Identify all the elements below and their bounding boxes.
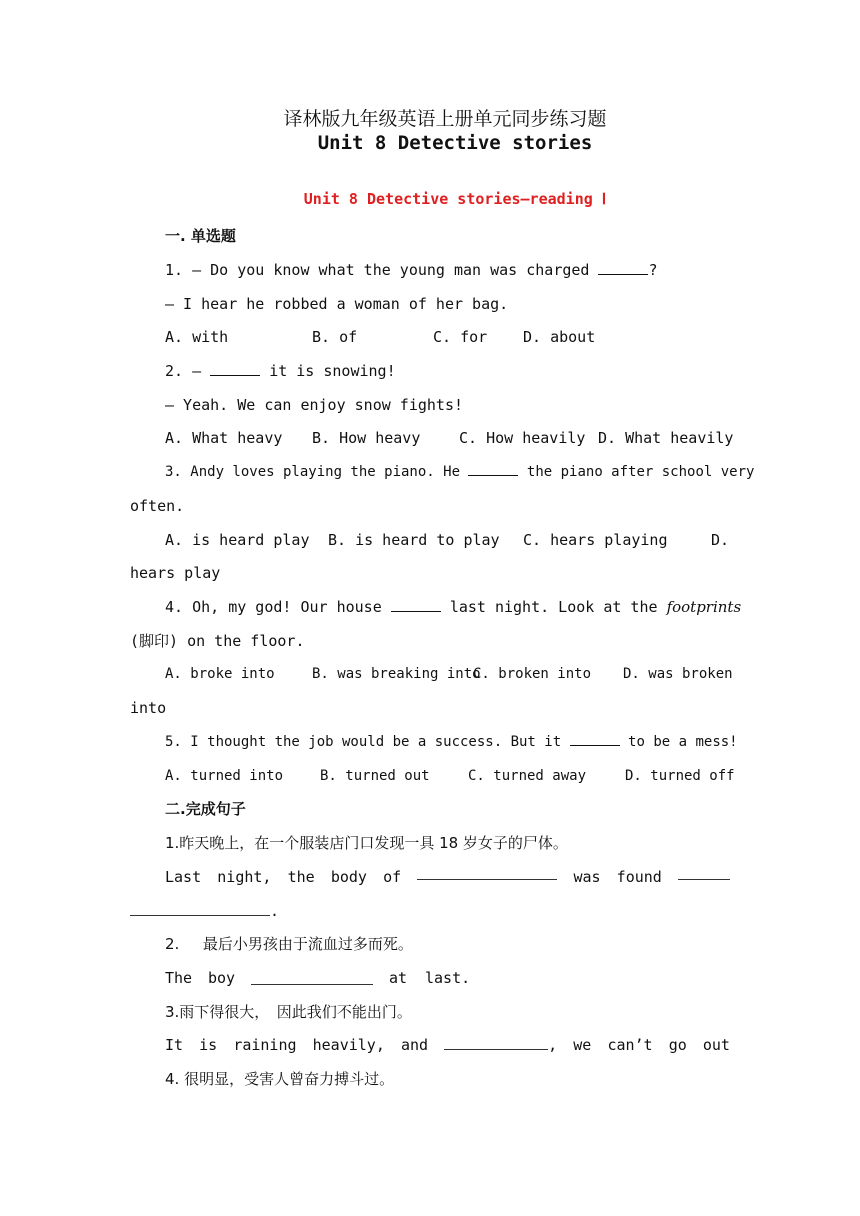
option-c: C. turned away xyxy=(468,768,587,784)
word: raining xyxy=(233,1036,297,1054)
question-4-keyword: footprints xyxy=(666,598,742,616)
sentence-1-end: . xyxy=(270,902,280,920)
option-b: B. of xyxy=(312,328,358,346)
word: night, xyxy=(217,868,272,886)
sentence-2-english xyxy=(165,966,730,990)
word: out xyxy=(702,1036,730,1054)
question-1-text: 1. — Do you know what the young man was charged xyxy=(165,261,590,279)
answer-blank xyxy=(130,901,270,916)
answer-blank xyxy=(251,970,373,985)
question-2-end: it is snowing! xyxy=(269,362,396,380)
question-2-stem xyxy=(165,359,730,383)
question-3-options xyxy=(165,528,730,552)
word: , xyxy=(548,1036,558,1054)
section-heading-single-choice: 一. 单选题 xyxy=(165,227,236,245)
option-c: C. hears playing xyxy=(523,531,668,549)
question-2-reply: — Yeah. We can enjoy snow fights! xyxy=(165,396,464,414)
question-3-options-wrap: hears play xyxy=(130,564,221,582)
question-3-text: 3. Andy loves playing the piano. He xyxy=(165,464,461,480)
question-5-text: 5. I thought the job would be a success. But it xyxy=(165,734,562,750)
option-b: B. is heard to play xyxy=(328,531,500,549)
option-d: D. about xyxy=(523,328,596,346)
sentence-2-chinese-text: 最后小男孩由于流血过多而死。 xyxy=(202,935,413,953)
option-a: A. is heard play xyxy=(165,531,310,549)
question-3-mid: the piano after school very xyxy=(526,464,755,480)
question-3-stem xyxy=(165,460,755,484)
word: The xyxy=(165,969,193,987)
sentence-4-chinese: 4. 很明显，受害人曾奋力搏斗过。 xyxy=(165,1070,395,1088)
question-4-stem xyxy=(165,595,742,619)
option-b: B. was breaking into xyxy=(312,666,481,682)
word: boy xyxy=(208,969,236,987)
option-a: A. broke into xyxy=(165,666,275,682)
sentence-3-chinese: 3.雨下得很大， 因此我们不能出门。 xyxy=(165,1003,412,1021)
sentence-1-chinese: 1.昨天晚上，在一个服装店门口发现一具 18 岁女子的尸体。 xyxy=(165,834,568,852)
question-2-text: 2. — xyxy=(165,362,202,380)
word: It xyxy=(165,1036,184,1054)
word: body xyxy=(330,868,367,886)
word: was xyxy=(573,868,601,886)
sentence-3-english xyxy=(165,1033,730,1057)
option-b: B. turned out xyxy=(320,768,430,784)
option-a: A. with xyxy=(165,328,229,346)
word: of xyxy=(383,868,402,886)
question-1-reply: — I hear he robbed a woman of her bag. xyxy=(165,295,509,313)
lesson-title: Unit 8 Detective stories—reading Ⅰ xyxy=(303,190,607,208)
word: the xyxy=(287,868,315,886)
answer-blank xyxy=(444,1035,548,1050)
sentence-2-number: 2. xyxy=(165,935,180,953)
option-a: A. turned into xyxy=(165,768,284,784)
answer-blank xyxy=(210,361,260,376)
question-5-end: to be a mess! xyxy=(628,734,738,750)
unit-title: Unit 8 Detective stories xyxy=(317,132,593,154)
question-1-stem xyxy=(165,258,730,282)
option-a: A. What heavy xyxy=(165,429,283,447)
worksheet-title: 译林版九年级英语上册单元同步练习题 xyxy=(283,108,607,130)
word: Last xyxy=(165,868,202,886)
option-d: D. xyxy=(711,531,730,549)
question-4-mid: last night. Look at the xyxy=(449,598,658,616)
word: heavily, xyxy=(312,1036,385,1054)
question-2-options xyxy=(165,426,734,450)
question-4-wrap: (脚印) on the floor. xyxy=(130,632,305,650)
word: last. xyxy=(425,969,471,987)
word: found xyxy=(616,868,662,886)
question-4-options-wrap: into xyxy=(130,699,167,717)
blank-group xyxy=(444,1033,557,1057)
word: we xyxy=(573,1036,592,1054)
question-3-wrap: often. xyxy=(130,497,185,515)
answer-blank xyxy=(598,260,648,275)
answer-blank xyxy=(391,597,441,612)
word: can’t xyxy=(607,1036,653,1054)
sentence-1-english xyxy=(165,865,730,889)
question-5-options xyxy=(165,764,735,788)
option-c: C. How heavily xyxy=(459,429,586,447)
answer-blank xyxy=(570,731,620,746)
option-c: C. broken into xyxy=(473,666,592,682)
answer-blank xyxy=(678,865,730,880)
answer-blank xyxy=(468,461,518,476)
sentence-2-chinese xyxy=(165,932,730,956)
word: and xyxy=(400,1036,429,1054)
word: is xyxy=(199,1036,218,1054)
option-d: D. turned off xyxy=(625,768,735,784)
question-4-text: 4. Oh, my god! Our house xyxy=(165,598,382,616)
sentence-1-wrap xyxy=(130,899,730,923)
option-d: D. was broken xyxy=(623,666,733,682)
section-heading-complete-sentences: 二.完成句子 xyxy=(165,800,246,818)
question-1-end: ? xyxy=(648,261,658,279)
question-1-options xyxy=(165,325,730,349)
word: at xyxy=(389,969,408,987)
option-b: B. How heavy xyxy=(312,429,421,447)
answer-blank xyxy=(417,865,557,880)
word: go xyxy=(668,1036,687,1054)
question-4-options xyxy=(165,662,733,686)
option-c: C. for xyxy=(433,328,488,346)
question-5-stem xyxy=(165,730,738,754)
option-d: D. What heavily xyxy=(598,429,734,447)
